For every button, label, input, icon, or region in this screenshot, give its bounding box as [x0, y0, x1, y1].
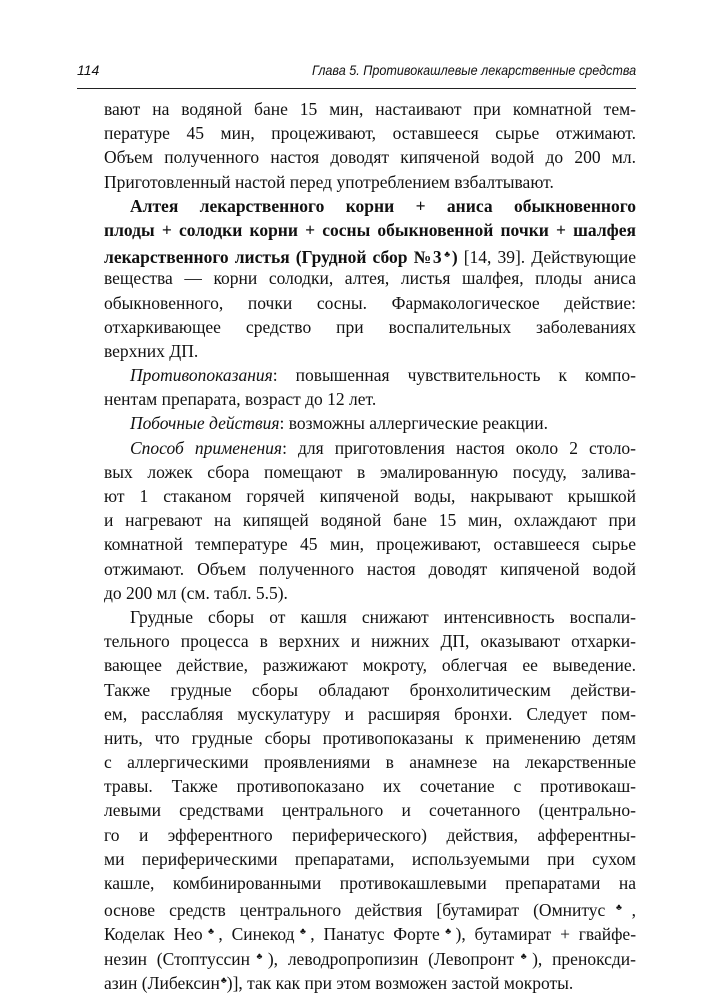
trademark-mark: ♣ — [295, 926, 311, 937]
text-run: , Панатус Форте — [310, 924, 440, 945]
bold-run: лекарственного листья (Грудной сбор №3 — [104, 247, 442, 268]
text-line: вают на водяной бане 15 мин, настаивают при комнатной тем- — [104, 99, 636, 119]
text-line: вых ложек сбора помещают в эмалированную посуду, залива- — [104, 461, 636, 482]
text-run: Коделак Нео — [104, 924, 203, 945]
text-line: ют 1 стаканом горячей кипяченой воды, накрывают крышкой — [104, 486, 636, 506]
text-line: тельного процесса в верхних и нижних ДП, оказывают отхарки- — [104, 631, 636, 652]
chapter-title: Глава 5. Противокашлевые лекарственные средства — [311, 62, 636, 78]
trademark-mark: ♣ — [606, 902, 632, 913]
text-line: и нагревают на кипящей водяной бане 15 мин, охлаждают при — [104, 510, 636, 531]
trademark-mark: ♣ — [515, 950, 533, 961]
text-line — [130, 436, 636, 460]
text-run: ), преноксди- — [532, 948, 636, 969]
text-line: верхних ДП. — [104, 340, 199, 361]
trademark-mark: ♣ — [220, 974, 227, 985]
text-run: азин (Либексин — [104, 972, 220, 993]
text-line — [104, 944, 636, 968]
trademark-mark: ♣ — [251, 950, 268, 961]
text-line: пературе 45 мин, процеживают, оставшееся сырье отжимают. — [104, 123, 636, 144]
text-line: травы. Также противопоказано их сочетание с противокаш- — [104, 776, 636, 797]
text-line — [104, 895, 636, 919]
running-header — [77, 62, 636, 84]
text-line: Объем полученного настоя доводят кипяченой водой до 200 мл. — [104, 147, 636, 168]
italic-run: Противопоказания — [130, 365, 273, 386]
text-line: го и эфферентного периферического) действия, афферентны- — [104, 824, 636, 845]
text-line: плоды + солодки корни + сосны обыкновенной почки + шалфея — [104, 219, 636, 240]
trademark-mark: ♣ — [203, 926, 219, 937]
text-line: кашле, комбинированными противокашлевыми препаратами на — [104, 873, 636, 893]
text-line: с аллергическими проявлениями в анамнезе на лекарственные — [104, 752, 636, 773]
text-line: Также грудные сборы обладают бронхолитическим действи- — [104, 679, 636, 700]
text-run: ), леводропропизин (Левопронт — [267, 948, 515, 969]
text-line: левыми средствами центрального и сочетанного (центрально- — [104, 800, 636, 821]
text-run: [14, 39]. Действующие — [457, 247, 637, 268]
text-line: Приготовленный настой перед употреблением взбалтывают. — [104, 171, 554, 192]
text-line: ем, расслабляя мускулатуру и расширяя бронхи. Следует пом- — [104, 703, 636, 724]
text-line: отхаркивающее средство при воспалительных заболеваниях — [104, 316, 636, 337]
text-line — [104, 242, 636, 266]
text-line: нить, что грудные сборы противопоказаны к применению детям — [104, 727, 636, 748]
text-line: Грудные сборы от кашля снижают интенсивность воспали- — [130, 606, 636, 627]
text-run: основе средств центрального действия [бутамират (Омнитус — [104, 900, 606, 921]
text-line: обыкновенного, почки сосны. Фармакологическое действие: — [104, 292, 636, 313]
text-line: нентам препарата, возраст до 12 лет. — [104, 389, 377, 410]
page-number: 114 — [77, 62, 100, 78]
text-run: ), бутамират + гвайфе- — [455, 924, 637, 945]
text-line: комнатной температуре 45 мин, процеживают, оставшееся сырье — [104, 534, 636, 555]
text-line: Алтея лекарственного корни + аниса обыкновенного — [130, 195, 636, 216]
text-run: , — [631, 900, 636, 921]
text-line: ми периферическими препаратами, используемыми при сухом — [104, 848, 636, 869]
italic-run: Побочные действия — [130, 413, 280, 434]
italic-run: Способ применения — [130, 437, 283, 458]
text-run: : повышенная чувствительность к компо- — [272, 365, 636, 386]
text-line: отжимают. Объем полученного настоя доводят кипяченой водой — [104, 558, 636, 579]
text-run: , Синекод — [218, 924, 295, 945]
text-run: : возможны аллергические реакции. — [279, 413, 549, 434]
bold-run: ) — [451, 247, 458, 268]
text-line — [104, 968, 636, 992]
text-run: )], так как при этом возможен застой мокроты. — [226, 972, 574, 993]
text-line — [104, 919, 636, 943]
text-run: незин (Стоптуссин — [104, 948, 251, 969]
page-body — [104, 97, 636, 992]
text-run: : для приготовления настоя около 2 столо- — [282, 437, 637, 458]
text-line: вающее действие, разжижают мокроту, облегчая ее выведение. — [104, 655, 636, 676]
trademark-mark: ♣ — [442, 249, 452, 260]
text-line: до 200 мл (см. табл. 5.5). — [104, 582, 288, 603]
text-line — [130, 411, 636, 435]
text-line — [130, 363, 636, 387]
trademark-mark: ♣ — [440, 926, 456, 937]
header-rule — [77, 88, 636, 89]
text-line: вещества — корни солодки, алтея, листья шалфея, плоды аниса — [104, 268, 636, 289]
